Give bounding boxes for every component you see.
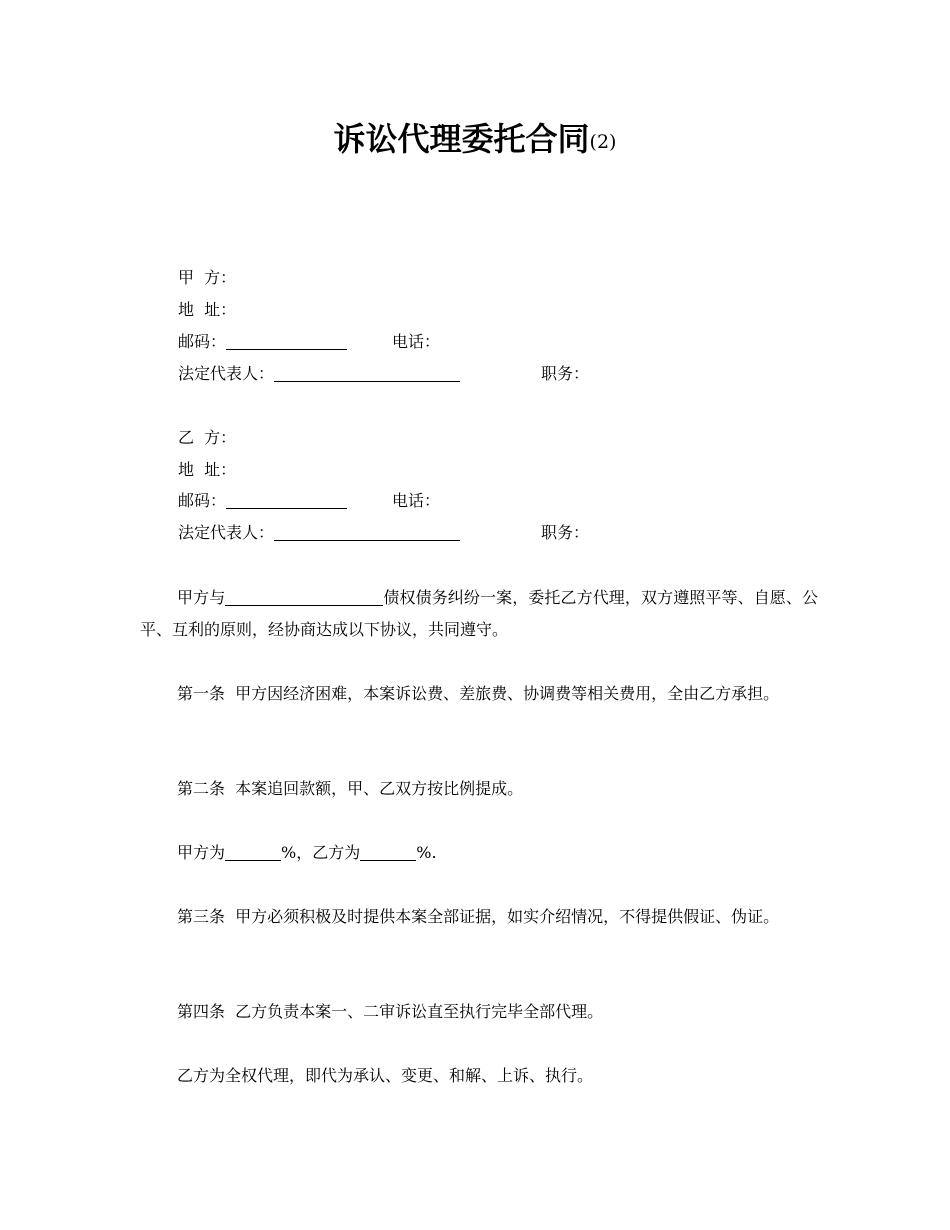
party-b-name-text: 乙 方： xyxy=(178,428,237,447)
party-b-postcode-row xyxy=(178,491,347,511)
party-a-postcode-blank xyxy=(226,335,347,350)
party-a-phone-label: 电话： xyxy=(392,332,441,351)
party-a-phone-row xyxy=(392,332,440,352)
ratio-a-suffix: %，乙方为 xyxy=(281,843,361,862)
party-a-address-label xyxy=(178,300,236,320)
party-b-legal-rep-label: 法定代表人： xyxy=(178,523,275,542)
article-2-text: 第二条 本案追回款额，甲、乙双方按比例提成。 xyxy=(177,779,524,798)
party-b-postcode-label: 邮码： xyxy=(178,491,227,510)
title-suffix: (2) xyxy=(589,131,617,153)
party-b-name-label xyxy=(178,428,236,448)
party-a-name-label xyxy=(178,268,236,288)
party-b-position-label: 职务： xyxy=(541,523,590,542)
party-a-name-text: 甲 方： xyxy=(178,268,237,287)
article-4-text: 第四条 乙方负责本案一、二审诉讼直至执行完毕全部代理。 xyxy=(177,1002,604,1021)
party-b-position-row xyxy=(541,523,589,543)
intro-counterparty-blank xyxy=(225,591,383,606)
agency-note-text: 乙方为全权代理，即代为承认、变更、和解、上诉、执行。 xyxy=(177,1066,594,1085)
party-b-legal-rep-blank xyxy=(274,526,460,541)
party-b-legal-rep-row xyxy=(178,523,460,543)
party-b-phone-label: 电话： xyxy=(392,491,441,510)
party-a-postcode-label: 邮码： xyxy=(178,332,227,351)
party-a-legal-rep-blank xyxy=(274,367,460,382)
intro-before-blank: 甲方与 xyxy=(177,588,226,607)
document-title xyxy=(0,114,950,160)
party-b-address-text: 地 址： xyxy=(178,460,237,479)
article-3-paragraph xyxy=(140,901,818,933)
intro-after-blank: 债权债务纠纷一案，委托乙方代理，双方遵照平等、自愿、公平、互利的原则，经协商达成以下协议，共同遵守。 xyxy=(140,588,818,639)
intro-paragraph xyxy=(140,582,818,646)
ratio-a-prefix: 甲方为 xyxy=(177,843,226,862)
party-a-legal-rep-label: 法定代表人： xyxy=(178,364,275,383)
ratio-a-blank xyxy=(225,846,281,861)
ratio-b-blank xyxy=(360,846,416,861)
article-3-text: 第三条 甲方必须积极及时提供本案全部证据，如实介绍情况，不得提供假证、伪证。 xyxy=(177,907,780,926)
article-1-text: 第一条 甲方因经济困难，本案诉讼费、差旅费、协调费等相关费用，全由乙方承担。 xyxy=(177,684,780,703)
ratio-b-suffix: %. xyxy=(416,843,437,862)
agency-note-paragraph xyxy=(140,1060,818,1092)
party-a-address-text: 地 址： xyxy=(178,300,237,319)
party-a-position-row xyxy=(541,364,589,384)
ratio-paragraph xyxy=(140,837,818,869)
article-2-paragraph xyxy=(140,773,818,805)
party-a-position-label: 职务： xyxy=(541,364,590,383)
party-a-postcode-row xyxy=(178,332,347,352)
party-b-address-label xyxy=(178,460,236,480)
party-b-postcode-blank xyxy=(226,494,347,509)
article-4-paragraph xyxy=(140,996,818,1028)
party-b-phone-row xyxy=(392,491,440,511)
title-main: 诉讼代理委托合同 xyxy=(333,120,590,158)
article-1-paragraph xyxy=(140,678,818,710)
party-a-legal-rep-row xyxy=(178,364,460,384)
